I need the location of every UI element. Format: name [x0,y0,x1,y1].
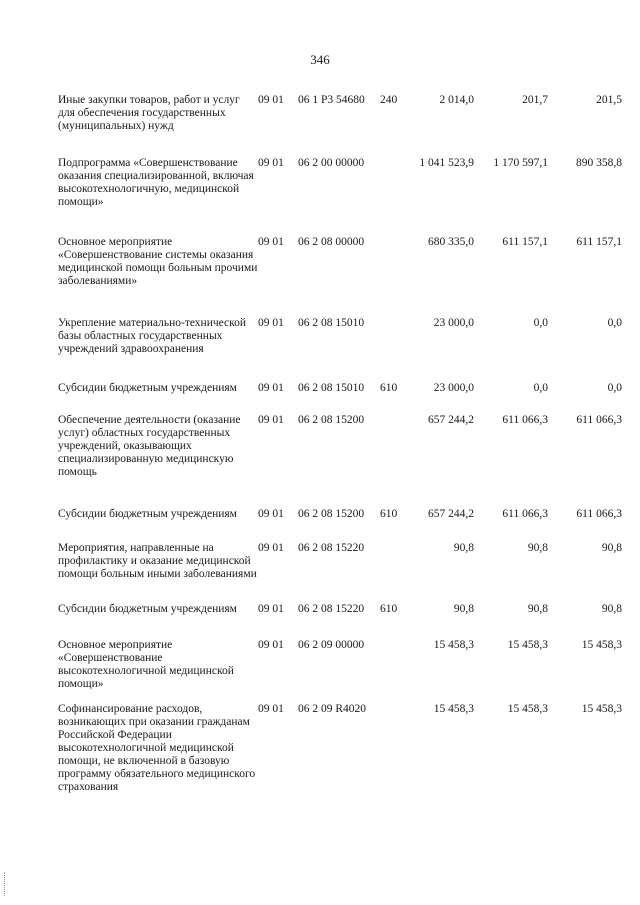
row-section-code: 09 01 [258,414,284,426]
row-amount-year-3: 0,0 [607,382,622,394]
row-section-code: 09 01 [258,508,284,520]
row-amount-year-3: 90,8 [601,542,622,554]
row-section-code: 09 01 [258,382,284,394]
row-section-code: 09 01 [258,317,284,329]
row-section-code: 09 01 [258,157,284,169]
row-section-code: 09 01 [258,703,284,715]
row-name: Укрепление материально-технической базы областных государственных учреждений здравоохранения [58,317,247,355]
row-amount-year-1: 657 244,2 [428,414,474,426]
row-section-code: 09 01 [258,603,284,615]
row-amount-year-3: 890 358,8 [576,157,622,169]
row-expense-type: 610 [380,382,398,394]
row-amount-year-2: 611 157,1 [502,236,548,248]
row-target-article: 06 2 08 00000 [298,236,365,248]
row-target-article: 06 2 08 15010 [298,317,365,329]
row-section-code: 09 01 [258,236,284,248]
row-name: Обеспечение деятельности (оказание услуг) областных государственных учреждений, оказывающих специализированную медицинскую помощь [58,414,241,478]
row-amount-year-1: 680 335,0 [428,236,474,248]
row-expense-type: 610 [380,508,398,520]
row-name: Субсидии бюджетным учреждениям [58,508,237,520]
row-amount-year-3: 15 458,3 [581,639,622,651]
row-section-code: 09 01 [258,94,284,106]
row-name: Субсидии бюджетным учреждениям [58,603,237,615]
row-name: Основное мероприятие «Совершенствование высокотехнологичной медицинской помощи» [58,639,234,690]
row-amount-year-1: 1 041 523,9 [419,157,474,169]
row-amount-year-2: 611 066,3 [502,508,548,520]
row-section-code: 09 01 [258,542,284,554]
row-amount-year-1: 23 000,0 [433,317,474,329]
row-name: Мероприятия, направленные на профилактику и оказание медицинской помощи больным иными заболеваниями [58,542,257,580]
row-amount-year-3: 15 458,3 [581,703,622,715]
row-amount-year-2: 0,0 [533,382,548,394]
row-target-article: 06 2 00 00000 [298,157,365,169]
row-amount-year-1: 657 244,2 [428,508,474,520]
row-target-article: 06 2 09 R4020 [298,703,367,715]
row-target-article: 06 2 08 15220 [298,603,365,615]
row-expense-type: 610 [380,603,398,615]
row-amount-year-2: 90,8 [527,542,548,554]
row-amount-year-1: 90,8 [453,542,474,554]
row-amount-year-2: 0,0 [533,317,548,329]
row-amount-year-3: 611 066,3 [576,414,622,426]
row-target-article: 06 2 09 00000 [298,639,365,651]
row-amount-year-2: 15 458,3 [507,703,548,715]
row-amount-year-2: 201,7 [522,94,548,106]
row-target-article: 06 2 08 15220 [298,542,365,554]
row-amount-year-1: 15 458,3 [433,703,474,715]
row-name: Софинансирование расходов, возникающих при оказании гражданам Российской Федерации высокотехнологичной медицинской помощи, не включенной в базовую программу обязательного медицинского страхования [58,703,256,793]
row-amount-year-1: 15 458,3 [433,639,474,651]
row-expense-type: 240 [380,94,398,106]
row-amount-year-3: 201,5 [596,94,622,106]
row-amount-year-1: 2 014,0 [439,94,474,106]
row-target-article: 06 2 08 15010 [298,382,365,394]
row-target-article: 06 2 08 15200 [298,414,365,426]
row-name: Основное мероприятие «Совершенствование системы оказания медицинской помощи больным прочими заболеваниями» [58,236,258,287]
row-amount-year-2: 15 458,3 [507,639,548,651]
row-name: Субсидии бюджетным учреждениям [58,382,237,394]
row-amount-year-3: 0,0 [607,317,622,329]
row-target-article: 06 1 Р3 54680 [298,94,365,106]
page-number: 346 [310,52,330,67]
row-amount-year-1: 23 000,0 [433,382,474,394]
row-amount-year-2: 1 170 597,1 [493,157,548,169]
row-amount-year-3: 90,8 [601,603,622,615]
row-name: Иные закупки товаров, работ и услуг для обеспечения государственных (муниципальных) нужд [58,94,240,132]
scan-margin-mark [4,872,7,896]
row-section-code: 09 01 [258,639,284,651]
row-amount-year-2: 90,8 [527,603,548,615]
row-amount-year-3: 611 066,3 [576,508,622,520]
row-target-article: 06 2 08 15200 [298,508,365,520]
row-name: Подпрограмма «Совершенствование оказания специализированной, включая высокотехнологичную, медицинской помощи» [58,157,254,208]
row-amount-year-2: 611 066,3 [502,414,548,426]
row-amount-year-3: 611 157,1 [576,236,622,248]
row-amount-year-1: 90,8 [453,603,474,615]
